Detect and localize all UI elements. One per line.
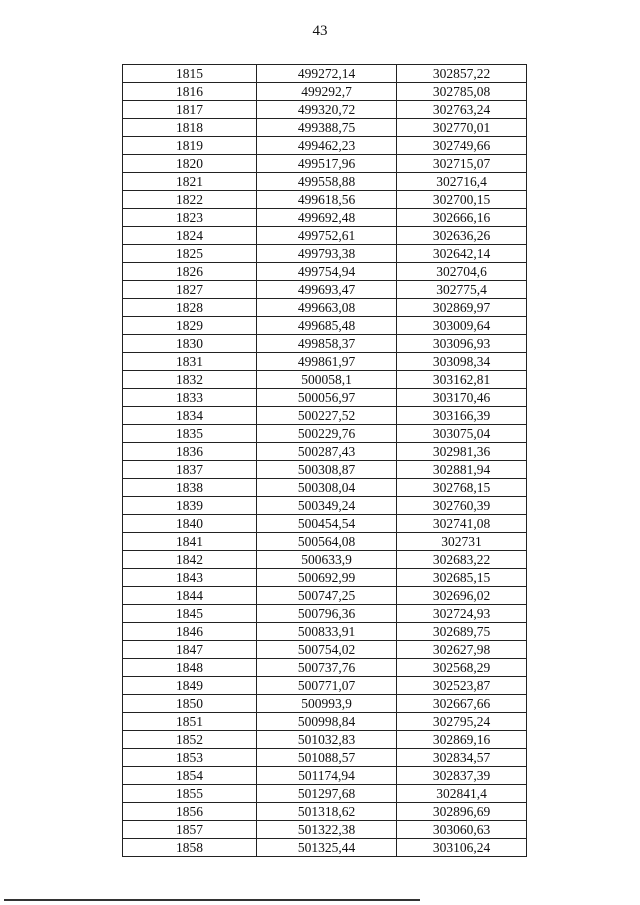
x-coordinate-cell: 499861,97 [257, 353, 397, 371]
x-coordinate-cell: 500308,87 [257, 461, 397, 479]
x-coordinate-cell: 500287,43 [257, 443, 397, 461]
y-coordinate-cell: 303106,24 [397, 839, 527, 857]
x-coordinate-cell: 499752,61 [257, 227, 397, 245]
x-coordinate-cell: 499462,23 [257, 137, 397, 155]
x-coordinate-cell: 500056,97 [257, 389, 397, 407]
x-coordinate-cell: 500227,52 [257, 407, 397, 425]
point-number-cell: 1822 [123, 191, 257, 209]
x-coordinate-cell: 500754,02 [257, 641, 397, 659]
x-coordinate-cell: 500454,54 [257, 515, 397, 533]
point-number-cell: 1858 [123, 839, 257, 857]
point-number-cell: 1843 [123, 569, 257, 587]
x-coordinate-cell: 499320,72 [257, 101, 397, 119]
y-coordinate-cell: 303009,64 [397, 317, 527, 335]
table-row [123, 209, 527, 227]
y-coordinate-cell: 302685,15 [397, 569, 527, 587]
y-coordinate-cell: 302841,4 [397, 785, 527, 803]
table-row [123, 317, 527, 335]
x-coordinate-cell: 500229,76 [257, 425, 397, 443]
point-number-cell: 1846 [123, 623, 257, 641]
table-row [123, 227, 527, 245]
page-number: 43 [312, 23, 328, 39]
point-number-cell: 1817 [123, 101, 257, 119]
x-coordinate-cell: 499754,94 [257, 263, 397, 281]
y-coordinate-cell: 303162,81 [397, 371, 527, 389]
point-number-cell: 1856 [123, 803, 257, 821]
x-coordinate-cell: 499663,08 [257, 299, 397, 317]
coordinates-table [122, 64, 527, 857]
y-coordinate-cell: 302749,66 [397, 137, 527, 155]
x-coordinate-cell: 499692,48 [257, 209, 397, 227]
point-number-cell: 1857 [123, 821, 257, 839]
point-number-cell: 1839 [123, 497, 257, 515]
x-coordinate-cell: 501318,62 [257, 803, 397, 821]
point-number-cell: 1824 [123, 227, 257, 245]
x-coordinate-cell: 499388,75 [257, 119, 397, 137]
x-coordinate-cell: 499693,47 [257, 281, 397, 299]
table-row [123, 641, 527, 659]
x-coordinate-cell: 501325,44 [257, 839, 397, 857]
x-coordinate-cell: 499272,14 [257, 65, 397, 83]
x-coordinate-cell: 500747,25 [257, 587, 397, 605]
point-number-cell: 1833 [123, 389, 257, 407]
y-coordinate-cell: 302785,08 [397, 83, 527, 101]
x-coordinate-cell: 499685,48 [257, 317, 397, 335]
y-coordinate-cell: 302696,02 [397, 587, 527, 605]
x-coordinate-cell: 500633,9 [257, 551, 397, 569]
x-coordinate-cell: 500692,99 [257, 569, 397, 587]
x-coordinate-cell: 500998,84 [257, 713, 397, 731]
table-row [123, 443, 527, 461]
y-coordinate-cell: 302775,4 [397, 281, 527, 299]
x-coordinate-cell: 500564,08 [257, 533, 397, 551]
table-row [123, 191, 527, 209]
y-coordinate-cell: 302667,66 [397, 695, 527, 713]
y-coordinate-cell: 303166,39 [397, 407, 527, 425]
table-row [123, 119, 527, 137]
y-coordinate-cell: 302568,29 [397, 659, 527, 677]
table-row [123, 389, 527, 407]
table-row [123, 659, 527, 677]
table-row [123, 281, 527, 299]
x-coordinate-cell: 500308,04 [257, 479, 397, 497]
point-number-cell: 1851 [123, 713, 257, 731]
y-coordinate-cell: 302716,4 [397, 173, 527, 191]
x-coordinate-cell: 500349,24 [257, 497, 397, 515]
table-row [123, 731, 527, 749]
table-row [123, 803, 527, 821]
table-row [123, 425, 527, 443]
point-number-cell: 1832 [123, 371, 257, 389]
table-row [123, 785, 527, 803]
point-number-cell: 1854 [123, 767, 257, 785]
y-coordinate-cell: 302869,16 [397, 731, 527, 749]
y-coordinate-cell: 302741,08 [397, 515, 527, 533]
point-number-cell: 1849 [123, 677, 257, 695]
table-row [123, 479, 527, 497]
point-number-cell: 1826 [123, 263, 257, 281]
coordinates-table-body [123, 65, 527, 857]
table-row [123, 245, 527, 263]
x-coordinate-cell: 500796,36 [257, 605, 397, 623]
y-coordinate-cell: 302724,93 [397, 605, 527, 623]
y-coordinate-cell: 302700,15 [397, 191, 527, 209]
table-row [123, 155, 527, 173]
y-coordinate-cell: 302896,69 [397, 803, 527, 821]
y-coordinate-cell: 303075,04 [397, 425, 527, 443]
x-coordinate-cell: 500833,91 [257, 623, 397, 641]
point-number-cell: 1842 [123, 551, 257, 569]
y-coordinate-cell: 302869,97 [397, 299, 527, 317]
y-coordinate-cell: 302760,39 [397, 497, 527, 515]
y-coordinate-cell: 302689,75 [397, 623, 527, 641]
x-coordinate-cell: 499858,37 [257, 335, 397, 353]
table-row [123, 353, 527, 371]
point-number-cell: 1855 [123, 785, 257, 803]
point-number-cell: 1834 [123, 407, 257, 425]
x-coordinate-cell: 499618,56 [257, 191, 397, 209]
point-number-cell: 1844 [123, 587, 257, 605]
table-row [123, 533, 527, 551]
table-row [123, 515, 527, 533]
y-coordinate-cell: 302857,22 [397, 65, 527, 83]
y-coordinate-cell: 302837,39 [397, 767, 527, 785]
y-coordinate-cell: 302768,15 [397, 479, 527, 497]
table-row [123, 371, 527, 389]
x-coordinate-cell: 499558,88 [257, 173, 397, 191]
table-row [123, 83, 527, 101]
point-number-cell: 1818 [123, 119, 257, 137]
table-row [123, 623, 527, 641]
point-number-cell: 1815 [123, 65, 257, 83]
table-row [123, 605, 527, 623]
point-number-cell: 1827 [123, 281, 257, 299]
point-number-cell: 1850 [123, 695, 257, 713]
point-number-cell: 1829 [123, 317, 257, 335]
x-coordinate-cell: 501297,68 [257, 785, 397, 803]
table-row [123, 173, 527, 191]
point-number-cell: 1847 [123, 641, 257, 659]
point-number-cell: 1841 [123, 533, 257, 551]
y-coordinate-cell: 303060,63 [397, 821, 527, 839]
y-coordinate-cell: 303098,34 [397, 353, 527, 371]
table-row [123, 137, 527, 155]
point-number-cell: 1853 [123, 749, 257, 767]
point-number-cell: 1825 [123, 245, 257, 263]
x-coordinate-cell: 499292,7 [257, 83, 397, 101]
table-row [123, 695, 527, 713]
table-row [123, 569, 527, 587]
table-row [123, 407, 527, 425]
point-number-cell: 1823 [123, 209, 257, 227]
table-row [123, 263, 527, 281]
point-number-cell: 1838 [123, 479, 257, 497]
table-row [123, 461, 527, 479]
point-number-cell: 1830 [123, 335, 257, 353]
x-coordinate-cell: 501174,94 [257, 767, 397, 785]
x-coordinate-cell: 499793,38 [257, 245, 397, 263]
x-coordinate-cell: 500993,9 [257, 695, 397, 713]
point-number-cell: 1836 [123, 443, 257, 461]
y-coordinate-cell: 302683,22 [397, 551, 527, 569]
point-number-cell: 1852 [123, 731, 257, 749]
x-coordinate-cell: 500771,07 [257, 677, 397, 695]
y-coordinate-cell: 302704,6 [397, 263, 527, 281]
x-coordinate-cell: 500058,1 [257, 371, 397, 389]
table-row [123, 587, 527, 605]
table-row [123, 497, 527, 515]
point-number-cell: 1837 [123, 461, 257, 479]
table-row [123, 101, 527, 119]
point-number-cell: 1840 [123, 515, 257, 533]
y-coordinate-cell: 302636,26 [397, 227, 527, 245]
table-row [123, 839, 527, 857]
bottom-rule [4, 899, 420, 901]
table-row [123, 65, 527, 83]
x-coordinate-cell: 499517,96 [257, 155, 397, 173]
y-coordinate-cell: 302715,07 [397, 155, 527, 173]
point-number-cell: 1848 [123, 659, 257, 677]
table-row [123, 821, 527, 839]
y-coordinate-cell: 302642,14 [397, 245, 527, 263]
point-number-cell: 1821 [123, 173, 257, 191]
y-coordinate-cell: 302795,24 [397, 713, 527, 731]
y-coordinate-cell: 302731 [397, 533, 527, 551]
x-coordinate-cell: 501032,83 [257, 731, 397, 749]
point-number-cell: 1819 [123, 137, 257, 155]
table-row [123, 749, 527, 767]
y-coordinate-cell: 302666,16 [397, 209, 527, 227]
y-coordinate-cell: 302881,94 [397, 461, 527, 479]
y-coordinate-cell: 302627,98 [397, 641, 527, 659]
point-number-cell: 1816 [123, 83, 257, 101]
table-row [123, 677, 527, 695]
point-number-cell: 1845 [123, 605, 257, 623]
y-coordinate-cell: 302981,36 [397, 443, 527, 461]
point-number-cell: 1820 [123, 155, 257, 173]
point-number-cell: 1831 [123, 353, 257, 371]
y-coordinate-cell: 302523,87 [397, 677, 527, 695]
y-coordinate-cell: 302834,57 [397, 749, 527, 767]
table-row [123, 767, 527, 785]
x-coordinate-cell: 500737,76 [257, 659, 397, 677]
y-coordinate-cell: 302763,24 [397, 101, 527, 119]
x-coordinate-cell: 501088,57 [257, 749, 397, 767]
y-coordinate-cell: 303096,93 [397, 335, 527, 353]
y-coordinate-cell: 303170,46 [397, 389, 527, 407]
table-row [123, 299, 527, 317]
table-row [123, 551, 527, 569]
table-row [123, 335, 527, 353]
table-row [123, 713, 527, 731]
point-number-cell: 1835 [123, 425, 257, 443]
y-coordinate-cell: 302770,01 [397, 119, 527, 137]
point-number-cell: 1828 [123, 299, 257, 317]
x-coordinate-cell: 501322,38 [257, 821, 397, 839]
